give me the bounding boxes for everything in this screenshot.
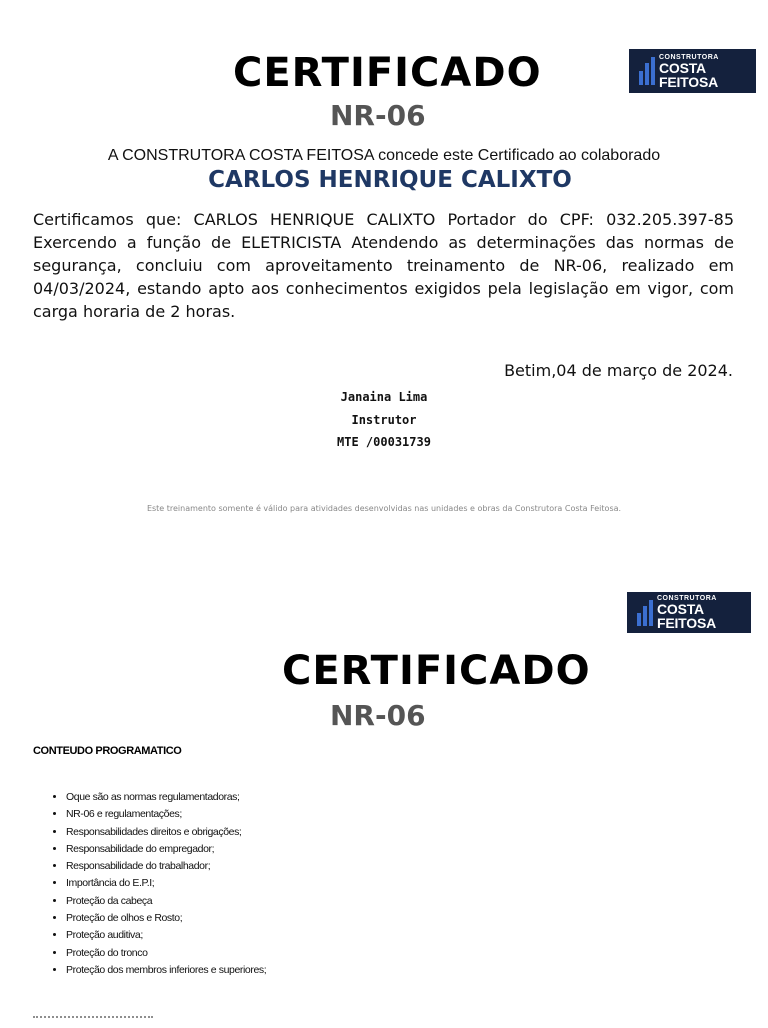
validity-footnote: Este treinamento somente é válido para atividades desenvolvidas nas unidades e obras da Construtora Costa Feitosa.: [146, 504, 622, 513]
list-item: • Proteção do tronco: [66, 945, 266, 962]
place-date: Betim,04 de março de 2024.: [504, 361, 733, 380]
company-logo-page2: [627, 592, 751, 633]
list-item: • Oque são as normas regulamentadoras;: [66, 789, 266, 806]
logo-line-1: CONSTRUTORA: [657, 595, 717, 602]
program-topics-list: [48, 789, 266, 979]
list-item: • Proteção auditiva;: [66, 927, 266, 944]
list-item: • Proteção dos membros inferiores e superiores;: [66, 962, 266, 979]
logo-line-3: FEITOSA: [659, 73, 719, 90]
list-item: • Responsabilidades direitos e obrigações;: [66, 824, 266, 841]
logo-line-1: CONSTRUTORA: [659, 53, 719, 61]
list-item: • NR-06 e regulamentações;: [66, 806, 266, 823]
list-item: • Responsabilidade do empregador;: [66, 841, 266, 858]
signatory-name: Janaina Lima: [340, 390, 428, 404]
list-item: • Proteção da cabeça: [66, 893, 266, 910]
list-item: • Responsabilidade do trabalhador;: [66, 858, 266, 875]
list-item: • Importância do E.P.I;: [66, 875, 266, 892]
certificate-subtitle: NR-06: [330, 99, 426, 132]
certificate-body: Certificamos que: CARLOS HENRIQUE CALIXTO Portador do CPF: 032.205.397-85 Exercendo a função de ELETRICISTA Atendendo as determinações das normas de segurança, concluiu com aproveitamento treinamento de NR-06, realizado em 04/03/2024, estando apto aos conhecimentos exigidos pela legislação em vigor, com carga horaria de 2 horas.: [33, 210, 734, 321]
logo-line-2: COSTA: [657, 601, 704, 617]
logo-bars-icon: [637, 600, 653, 626]
logo-bars-icon: [639, 57, 655, 85]
signatory-role: Instrutor: [351, 413, 417, 427]
logo-line-3: FEITOSA: [657, 615, 717, 631]
certificate-intro: A CONSTRUTORA COSTA FEITOSA concede este Certificado ao colaborado: [107, 147, 661, 164]
list-item: • Proteção de olhos e Rosto;: [66, 910, 266, 927]
cut-off-text-fragment: [33, 1016, 153, 1028]
certificate-title-page2: CERTIFICADO: [282, 648, 591, 694]
logo-line-2: COSTA: [659, 59, 706, 76]
company-logo: [629, 49, 756, 93]
certificate-subtitle-page2: NR-06: [330, 699, 426, 732]
program-heading: CONTEUDO PROGRAMATICO: [33, 745, 182, 757]
signatory-registration: MTE /00031739: [337, 435, 431, 449]
recipient-name: CARLOS HENRIQUE CALIXTO: [208, 167, 572, 193]
certificate-title: CERTIFICADO: [233, 50, 542, 96]
